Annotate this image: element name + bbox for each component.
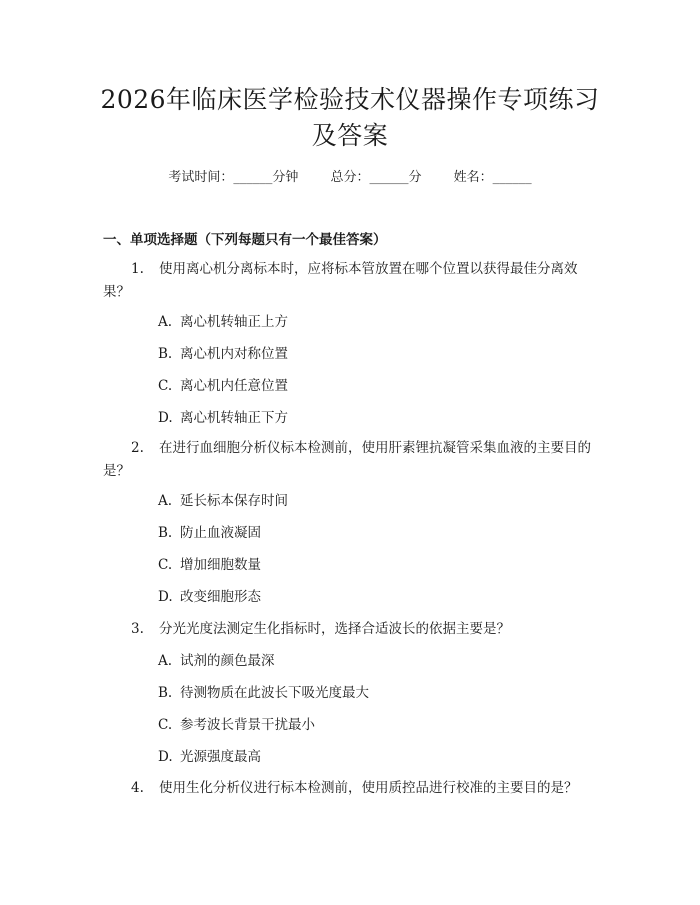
question-number: 2. <box>131 440 144 456</box>
question-3 <box>103 618 603 641</box>
question-3-option-b <box>158 683 369 703</box>
question-text: 使用离心机分离标本时，应将标本管放置在哪个位置以获得最佳分离效果？ <box>103 261 578 300</box>
option-letter: C. <box>158 557 173 573</box>
question-2-option-d <box>158 587 261 607</box>
option-letter: A. <box>158 314 173 330</box>
question-3-option-a <box>158 651 275 671</box>
question-2-option-b <box>158 523 261 543</box>
option-letter: D. <box>158 410 173 426</box>
document-title-line1: 2026年临床医学检验技术仪器操作专项练习 <box>100 85 600 114</box>
question-3-option-c <box>158 715 315 735</box>
question-1-option-d <box>158 408 288 428</box>
option-text: 离心机转轴正下方 <box>180 410 288 426</box>
question-text: 分光光度法测定生化指标时，选择合适波长的依据主要是？ <box>159 621 510 637</box>
option-text: 延长标本保存时间 <box>180 493 288 509</box>
question-1-option-c <box>158 376 288 396</box>
name-field: 姓名：______ <box>453 170 532 185</box>
option-text: 光源强度最高 <box>180 749 261 765</box>
option-letter: A. <box>158 493 173 509</box>
option-text: 离心机转轴正上方 <box>180 314 288 330</box>
question-text: 使用生化分析仪进行标本检测前，使用质控品进行校准的主要目的是？ <box>159 780 578 796</box>
question-number: 3. <box>131 621 144 637</box>
question-2-option-c <box>158 555 261 575</box>
option-letter: A. <box>158 653 173 669</box>
option-text: 试剂的颜色最深 <box>180 653 275 669</box>
document-title-line2: 及答案 <box>311 121 389 150</box>
option-letter: D. <box>158 749 173 765</box>
question-2 <box>103 437 603 483</box>
option-text: 增加细胞数量 <box>180 557 261 573</box>
option-letter: D. <box>158 589 173 605</box>
option-text: 防止血液凝固 <box>180 525 261 541</box>
option-letter: C. <box>158 378 173 394</box>
question-number: 4. <box>131 780 144 796</box>
question-number: 1. <box>131 261 144 277</box>
exam-time-field: 考试时间：______分钟 <box>168 170 299 185</box>
question-4 <box>103 777 603 800</box>
exam-meta-row <box>0 168 700 188</box>
option-text: 参考波长背景干扰最小 <box>180 717 315 733</box>
option-text: 改变细胞形态 <box>180 589 261 605</box>
question-2-option-a <box>158 491 288 511</box>
total-score-field: 总分：______分 <box>330 170 422 185</box>
option-text: 离心机内对称位置 <box>180 346 288 362</box>
option-text: 待测物质在此波长下吸光度最大 <box>180 685 369 701</box>
question-1-option-b <box>158 344 288 364</box>
question-text: 在进行血细胞分析仪标本检测前，使用肝素锂抗凝管采集血液的主要目的是？ <box>103 440 591 479</box>
option-letter: B. <box>158 346 173 362</box>
question-3-option-d <box>158 747 261 767</box>
section-heading: 一、单项选择题（下列每题只有一个最佳答案） <box>103 232 387 248</box>
question-1-option-a <box>158 312 288 332</box>
option-letter: B. <box>158 685 173 701</box>
option-letter: B. <box>158 525 173 541</box>
option-text: 离心机内任意位置 <box>180 378 288 394</box>
question-1 <box>103 258 603 304</box>
option-letter: C. <box>158 717 173 733</box>
